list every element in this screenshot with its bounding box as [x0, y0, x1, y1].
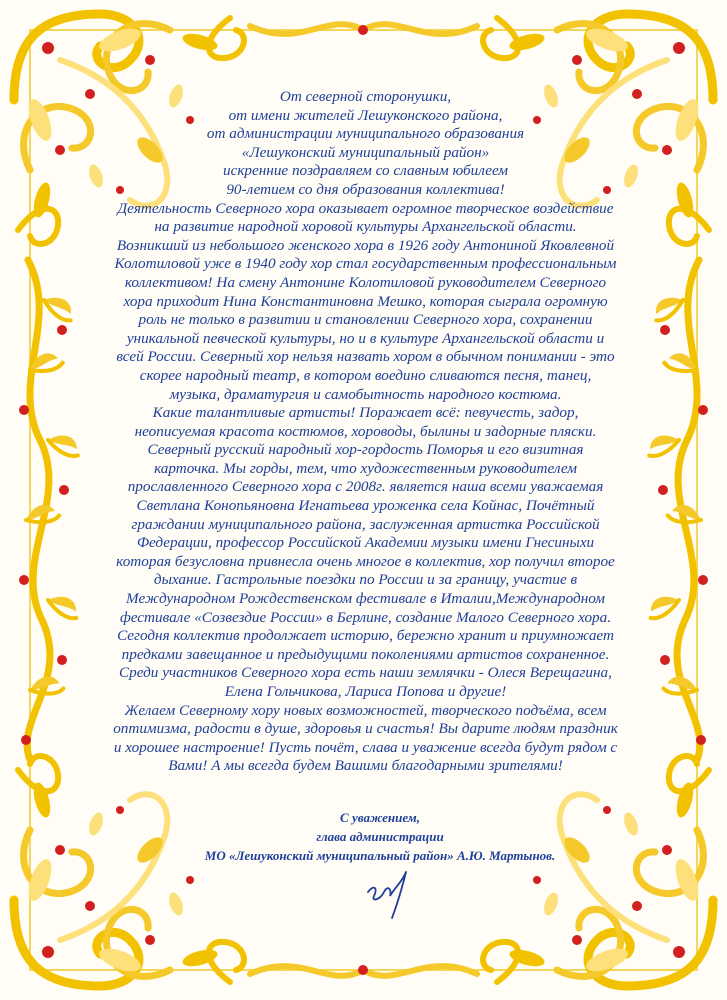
letter-line: на развитие народной хоровой культуры Архангельской области. — [154, 218, 577, 236]
handwritten-signature — [362, 862, 422, 920]
letter-line: граждании муниципального района, заслуженная артистка Российской — [131, 515, 600, 533]
letter-line: 90-летием со дня образования коллектива! — [226, 180, 505, 198]
letter-line: Северный русский народный хор-гордость Поморья и его визитная — [147, 441, 584, 459]
letter-line: дыхание. Гастрольные поездки по России и за границу, участие в — [153, 571, 578, 589]
letter-line: неописуемая красота костюмов, хороводы, былины и задорные пляски. — [134, 422, 597, 440]
corner-ornament-bottom-right — [483, 756, 713, 986]
letter-line: Светлана Конопьяновна Игнатьева уроженка села Койнас, Почётный — [136, 497, 595, 515]
letter-line: искренние поздравляем со славным юбилеем — [222, 162, 509, 180]
letter-line: Федерации, профессор Российской Академии музыки имени Гнесиныхи — [136, 534, 595, 552]
letter-line: и хорошее настроение! Пусть почёт, слава и уважение всегда будут рядом с — [113, 738, 618, 756]
letter-line: карточка. Мы горды, тем, что художественным руководителем — [154, 459, 577, 477]
letter-line: которая безусловна привнесла очень многое в коллектив, хор получил второе — [116, 552, 615, 570]
letter-line: скорее народный театр, в котором воедино сливаются песня, танец, — [139, 366, 592, 384]
letter-line: коллективом! На смену Антонине Колотиловой руководителем Северного — [124, 273, 607, 291]
signatory-line: МО «Лешуконский муниципальный район» А.Ю. Мартынов. — [204, 848, 556, 863]
side-ornament-right — [646, 260, 708, 760]
letter-line: хора приходит Нина Константиновна Мешко, которая сыграла огромную — [123, 292, 608, 310]
letter-line: Какие талантливые артисты! Поражает всё: певучесть, задор, — [152, 404, 579, 422]
closing-block — [150, 808, 610, 865]
letter-body — [108, 88, 623, 776]
letter-line: уникальной певческой культуры, но и в культуре Архангельской области и — [126, 329, 605, 347]
side-ornament-left — [19, 260, 81, 760]
letter-line: Елена Гольчикова, Лариса Попова и другие! — [224, 683, 507, 700]
regards-line: С уважением, — [340, 810, 420, 825]
letter-line: музыка, драматургия и самобытность народного костюма. — [169, 385, 562, 403]
corner-ornament-bottom-left — [14, 756, 244, 986]
letter-line: фестивале «Созвездие России» в Берлине, создание Малого Северного хора. — [119, 608, 612, 626]
letter-line: Деятельность Северного хора оказывает огромное творческое воздействие — [117, 199, 614, 217]
letter-line: Среди участников Северного хора есть наши землячки - Олеся Верещагина, — [119, 664, 612, 682]
letter-line: роль не только в развитии и становлении Северного хора, сохранении — [138, 311, 593, 329]
letter-line: от администрации муниципального образования — [206, 125, 525, 143]
letter-line: Международном Рождественском фестивале в Италии,Международном — [126, 590, 605, 608]
letter-line: всей России. Северный хор нельзя назвать хором в обычном понимании - это — [116, 348, 615, 366]
letter-line: Возникший из небольшого женского хора в 1926 году Антониной Яковлевной — [116, 236, 615, 254]
position-line: глава администрации — [316, 829, 444, 844]
letter-line: Сегодня коллектив продолжает историю, бережно хранит и приумножает — [117, 627, 614, 645]
letter-line: От северной сторонушки, — [279, 88, 452, 105]
letter-line: от имени жителей Лешуконского района, — [228, 106, 503, 124]
letter-line: предками завещанное и предыдущими поколениями артистов сохраненное. — [121, 645, 610, 663]
letter-line: прославленного Северного хора с 2008г. является наша всеми уважаемая — [127, 478, 604, 496]
letter-line: Вами! А мы всегда будем Вашими благодарными зрителями! — [168, 757, 563, 775]
letter-line: Колотиловой уже в 1940 году хор стал государственным профессиональным — [114, 255, 617, 273]
letter-line: оптимизма, радости в душе, здоровья и счастья! Вы дарите людям праздник — [113, 720, 618, 738]
letter-line: Желаем Северному хору новых возможностей, творческого подъёма, всем — [124, 701, 607, 719]
letter-line: «Лешуконский муниципальный район» — [241, 143, 490, 161]
